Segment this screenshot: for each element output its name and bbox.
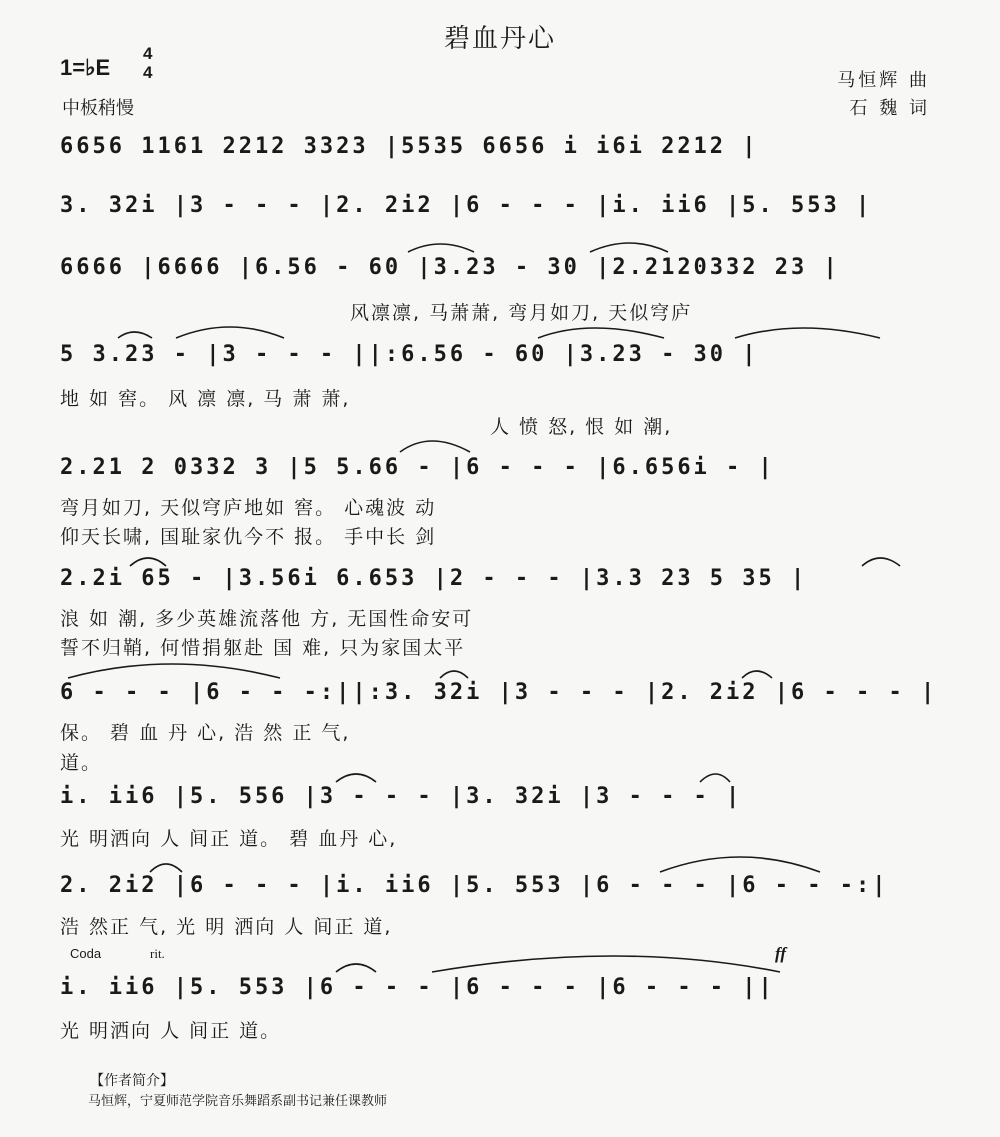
slur <box>130 558 166 566</box>
score-line-4: 5 3.23 - |3 - - - ||:6.56 - 60 |3.23 - 30 | <box>60 342 759 367</box>
author-note-heading: 【作者简介】 <box>90 1073 174 1089</box>
lyric-line-11: 浩 然正 气, 光 明 洒向 人 间正 道, <box>60 916 393 938</box>
score-line-1: 6656 1161 2212 3323 |5535 6656 i i6i 2212 | <box>60 134 759 159</box>
lyric-line-5: 仰天长啸, 国耻家仇今不 报。 手中长 剑 <box>60 526 437 548</box>
lyricist-credit: 石 魏 词 <box>849 98 930 119</box>
meter-top: 4 <box>143 44 153 63</box>
ritardando-marking: rit. <box>150 946 165 961</box>
slur <box>742 671 772 678</box>
lyric-line-3: 人 愤 怒, 恨 如 潮, <box>490 416 673 438</box>
slur <box>68 664 280 678</box>
lyric-line-8: 保。 碧 血 丹 心, 浩 然 正 气, <box>60 722 351 744</box>
key-signature: 1=♭E <box>60 55 111 80</box>
slur <box>538 328 664 338</box>
lyric-line-10: 光 明洒向 人 间正 道。 碧 血丹 心, <box>60 828 398 850</box>
slur <box>862 558 900 566</box>
meter-bottom: 4 <box>143 63 153 82</box>
coda-marking: Coda <box>70 946 102 961</box>
lyric-line-9: 道。 <box>60 752 103 774</box>
slur <box>660 857 820 872</box>
score-line-5: 2.21 2 0332 3 |5 5.66 - |6 - - - |6.656i - | <box>60 455 775 480</box>
slur <box>432 956 780 972</box>
slur <box>735 328 880 338</box>
score-line-10: i. ii6 |5. 553 |6 - - - |6 - - - |6 - - - || <box>60 975 775 1000</box>
score-line-7: 6 - - - |6 - - -:||:3. 32i |3 - - - |2. 2i2 |6 - - - | <box>60 680 938 705</box>
slur <box>150 864 182 872</box>
score-line-6: 2.2i 65 - |3.56i 6.653 |2 - - - |3.3 23 5 35 | <box>60 566 808 591</box>
composer-credit: 马恒辉 曲 <box>837 70 930 91</box>
score-line-8: i. ii6 |5. 556 |3 - - - |3. 32i |3 - - - | <box>60 784 743 809</box>
slur <box>118 332 152 338</box>
slur <box>336 774 376 782</box>
song-title: 碧血丹心 <box>443 24 556 54</box>
slur <box>408 244 474 252</box>
lyric-line-1: 风凛凛, 马萧萧, 弯月如刀, 天似穹庐 <box>350 302 693 324</box>
lyric-line-4: 弯月如刀, 天似穹庐地如 窖。 心魂波 动 <box>60 497 437 519</box>
slur <box>176 327 284 338</box>
lyric-line-7: 誓不归鞘, 何惜捐躯赴 国 难, 只为家国太平 <box>60 637 466 659</box>
slur <box>700 774 730 782</box>
score-line-3: 6666 |6666 |6.56 - 60 |3.23 - 30 |2.2120332 23 | <box>60 255 840 280</box>
tempo-marking: 中板稍慢 <box>62 98 134 119</box>
author-note-text: 马恒辉，宁夏师范学院音乐舞蹈系副书记兼任课教师 <box>88 1094 388 1109</box>
lyric-line-12: 光 明洒向 人 间正 道。 <box>60 1020 282 1042</box>
slur <box>336 964 376 972</box>
score-line-2: 3. 32i |3 - - - |2. 2i2 |6 - - - |i. ii6 |5. 553 | <box>60 193 873 218</box>
time-signature <box>143 44 152 82</box>
slur <box>400 441 470 452</box>
slur <box>590 243 668 252</box>
score-line-9: 2. 2i2 |6 - - - |i. ii6 |5. 553 |6 - - - |6 - - -:| <box>60 873 889 898</box>
slur <box>440 671 468 678</box>
lyric-line-6: 浪 如 潮, 多少英雄流落他 方, 无国性命安可 <box>60 608 474 630</box>
lyric-line-2: 地 如 窖。 风 凛 凛, 马 萧 萧, <box>60 388 351 410</box>
fortissimo-marking: ff <box>775 944 787 963</box>
